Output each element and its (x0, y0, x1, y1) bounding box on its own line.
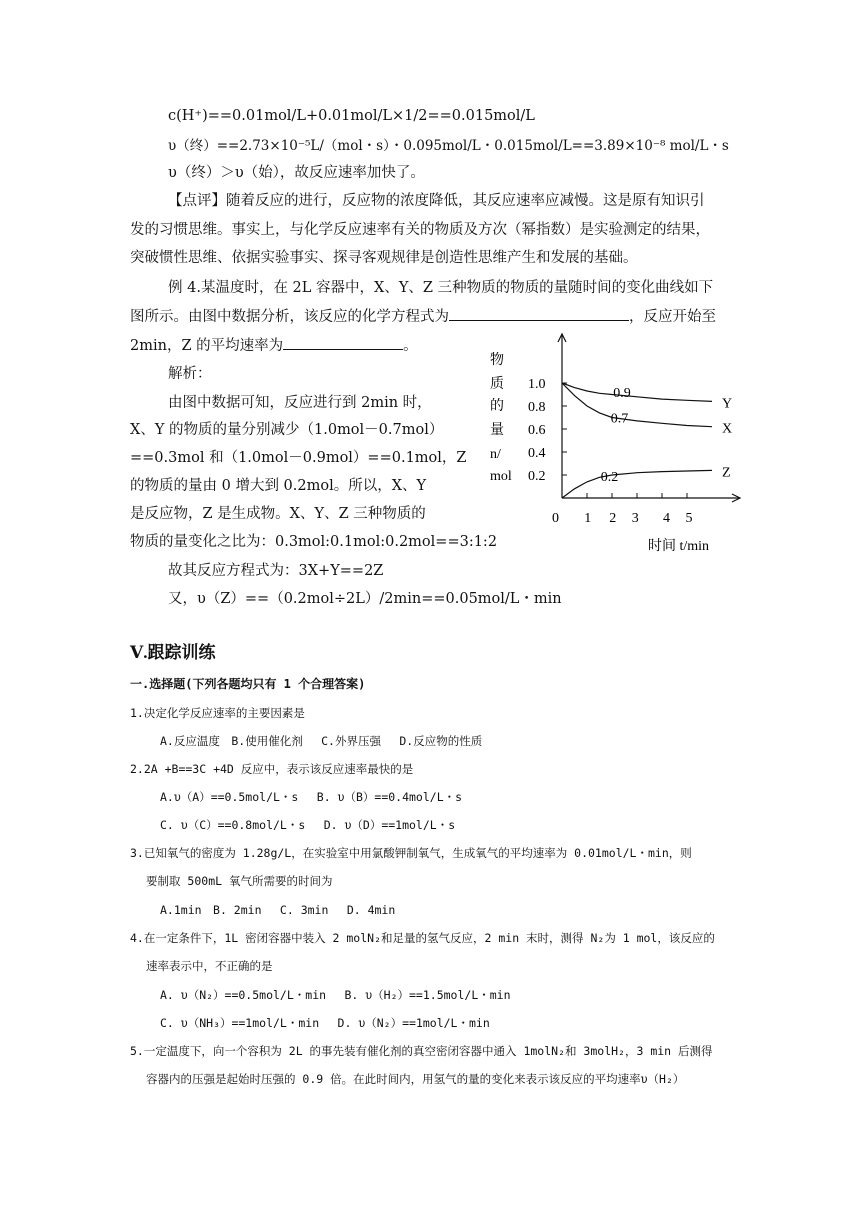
calc-line-3: υ（终）＞υ（始），故反应速率加快了。 (168, 165, 425, 181)
series-label-x: X (722, 421, 733, 437)
subsection-heading: 一.选择题(下列各题均只有 1 个合理答案) (130, 677, 366, 691)
solution-line-5: 是反应物，Z 是生成物。X、Y、Z 三种物质的 (130, 506, 426, 522)
series-line-y (562, 383, 712, 401)
solution-line-4: 的物质的量由 0 增大到 0.2mol。所以，X、Y (130, 478, 427, 494)
x-tick-label: 5 (685, 511, 693, 526)
x-tick-label: 0 (552, 511, 559, 526)
x-tick-label: 2 (609, 511, 617, 526)
y-tick-label: 0.2 (528, 469, 546, 484)
question-4-line-1: 4.在一定条件下，1L 密闭容器中装入 2 molN₂和足量的氢气反应，2 min 末时，测得 N₂为 1 mol，该反应的 (130, 931, 715, 945)
amount-time-chart (478, 330, 758, 560)
comment-line-2: 发的习惯思维。事实上，与化学反应速率有关的物质及方次（幂指数）是实验测定的结果， (130, 222, 710, 238)
solution-line-3: ==0.3mol 和（1.0mol－0.9mol）==0.1mol，Z (130, 450, 467, 466)
question-5-line-1: 5.一定温度下，向一个容积为 2L 的事先装有催化剂的真空密闭容器中通入 1molN₂和 3molH₂，3 min 后测得 (130, 1044, 713, 1058)
y-tick-label: 0.8 (528, 400, 546, 415)
example4-line-2-end: ，反应开始至 (629, 309, 716, 325)
x-tick-label: 3 (631, 511, 639, 526)
answer-blank-equation[interactable] (449, 306, 629, 321)
solution-line-8: 又，υ（Z）==（0.2mol÷2L）/2min==0.05mol/L・min (168, 591, 562, 607)
x-tick-label: 4 (663, 511, 670, 526)
question-2-options-2: C. υ（C）==0.8mol/L・s D. υ（D）==1mol/L・s (160, 818, 456, 832)
question-2: 2.2A +B==3C +4D 反应中，表示该反应速率最快的是 (130, 762, 414, 776)
example4-line-2 (130, 306, 716, 327)
y-axis-label: 物 (490, 353, 504, 368)
solution-line-2: X、Y 的物质的量分别减少（1.0mol－0.7mol） (130, 422, 444, 438)
series-label-y: Y (722, 396, 733, 412)
y-axis-label: n/ (490, 447, 501, 462)
example4-line-3 (130, 335, 418, 356)
question-5-line-2: 容器内的压强是起始时压强的 0.9 倍。在此时间内，用氢气的量的变化来表示该反应的平均速率υ（H₂） (146, 1072, 685, 1086)
y-tick-label: 0.4 (528, 446, 546, 461)
y-axis-label: 质 (490, 377, 504, 392)
section-heading: Ⅴ.跟踪训练 (130, 643, 216, 662)
x-axis-label: 时间 t/min (648, 539, 710, 554)
solution-line-7: 故其反应方程式为：3X+Y==2Z (168, 563, 384, 579)
series-line-x (562, 383, 712, 427)
y-axis-label: 的 (490, 399, 504, 414)
question-3-line-1: 3.已知氧气的密度为 1.28g/L，在实验室中用氯酸钾制氧气，生成氧气的平均速率为 0.01mol/L・min，则 (130, 846, 692, 860)
calc-line-2: υ（终）==2.73×10⁻⁵L/（mol・s）・0.095mol/L・0.015mol/L==3.89×10⁻⁸ mol/L・s (168, 138, 729, 154)
y-axis-label: 量 (490, 423, 504, 438)
answer-blank-rate[interactable] (283, 335, 403, 350)
calc-line-1: c(H⁺)==0.01mol/L+0.01mol/L×1/2==0.015mol/L (168, 108, 535, 124)
solution-line-1: 由图中数据可知，反应进行到 2min 时， (168, 395, 432, 411)
example4-line-1: 例 4.某温度时，在 2L 容器中，X、Y、Z 三种物质的物质的量随时间的变化曲线如下 (168, 280, 714, 296)
y-axis-label: mol (490, 469, 512, 484)
question-4-options-1: A. υ（N₂）==0.5mol/L・min B. υ（H₂）==1.5mol/L・min (160, 988, 511, 1002)
example4-line-2-start: 图所示。由图中数据分析，该反应的化学方程式为 (130, 309, 449, 325)
series-label-z: Z (722, 465, 731, 481)
x-tick-label: 1 (584, 511, 592, 526)
question-2-options-1: A.υ（A）==0.5mol/L・s B. υ（B）==0.4mol/L・s (160, 790, 463, 804)
question-1-options: A.反应温度 B.使用催化剂 C.外界压强 D.反应物的性质 (160, 734, 483, 748)
annotation-label: 0.7 (610, 411, 629, 427)
comment-line-1: 【点评】随着反应的进行，反应物的浓度降低，其反应速率应减慢。这是原有知识引 (168, 193, 705, 209)
question-4-options-2: C. υ（NH₃）==1mol/L・min D. υ（N₂）==1mol/L・min (160, 1016, 490, 1030)
question-4-line-2: 速率表示中，不正确的是 (146, 959, 273, 973)
y-tick-label: 1.0 (528, 377, 546, 392)
annotation-label: 0.9 (613, 386, 631, 402)
question-3-options: A.1min B. 2min C. 3min D. 4min (160, 903, 396, 917)
comment-line-3: 突破惯性思维、依据实验事实、探寻客观规律是创造性思维产生和发展的基础。 (130, 250, 638, 266)
solution-title: 解析： (168, 366, 212, 382)
example4-line-3-end: 。 (403, 338, 418, 354)
solution-line-6: 物质的量变化之比为：0.3mol:0.1mol:0.2mol==3:1:2 (130, 534, 498, 550)
question-3-line-2: 要制取 500mL 氧气所需要的时间为 (146, 874, 333, 888)
y-tick-label: 0.6 (528, 423, 546, 438)
annotation-label: 0.2 (600, 470, 619, 485)
example4-line-3-start: 2min，Z 的平均速率为 (130, 338, 284, 354)
question-1: 1.决定化学反应速率的主要因素是 (130, 706, 305, 720)
